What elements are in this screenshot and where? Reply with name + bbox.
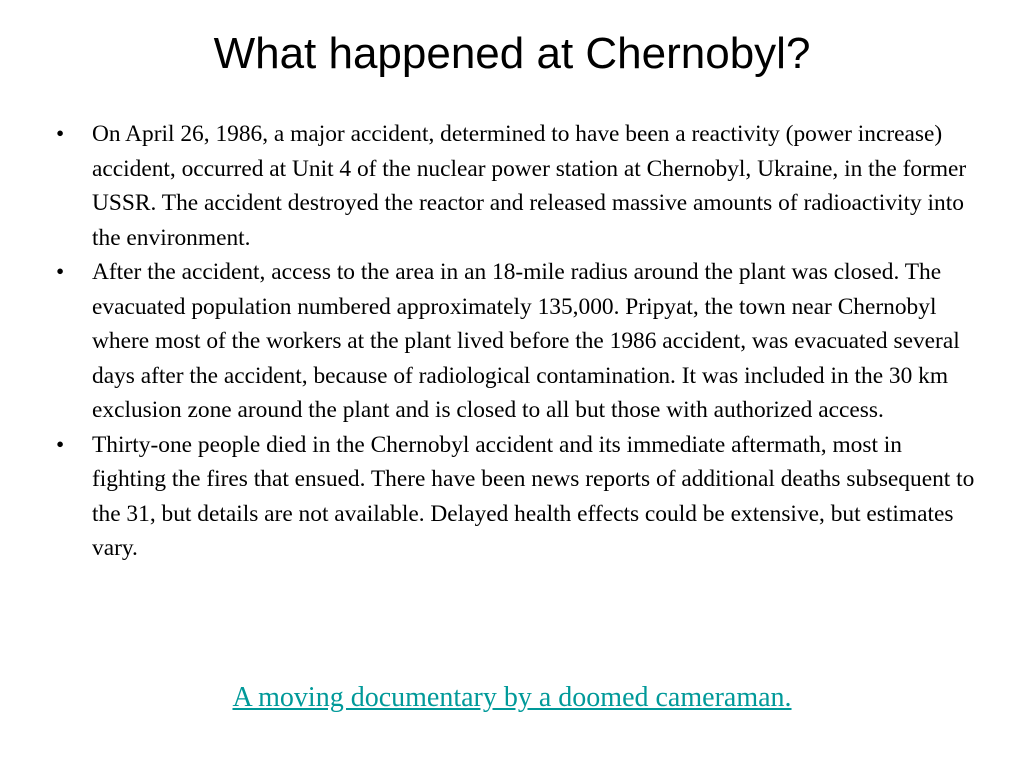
bullet-text: Thirty-one people died in the Chernobyl accident and its immediate aftermath, most in fighting the fires that ensued. There have been news reports of additional deaths subsequent to the 31, but details are not available. Delayed health effects could be extensive, but estimates vary. xyxy=(92,431,975,561)
bullet-dot: • xyxy=(56,431,65,458)
bullet-item xyxy=(56,117,981,255)
bullet-item xyxy=(56,428,981,566)
bullet-text: After the accident, access to the area in an 18-mile radius around the plant was closed. The evacuated population numbered approximately 135,000. Pripyat, the town near Chernobyl where most of the workers at the plant lived before the 1986 accident, was evacuated several days after the accident, because of radiological contamination. It was included in the 30 km exclusion zone around the plant and is closed to all but those with authorized access. xyxy=(92,259,960,423)
bullet-dot: • xyxy=(56,259,65,285)
bullet-text: On April 26, 1986, a major accident, determined to have been a reactivity (power increase) accident, occurred at Unit 4 of the nuclear power station at Chernobyl, Ukraine, in the former USSR. The accident destroyed the reactor and released massive amounts of radioactivity into the environment. xyxy=(92,121,967,251)
bullet-list xyxy=(56,117,981,566)
bullet-dot: • xyxy=(56,121,65,147)
slide-title: What happened at Chernobyl? xyxy=(213,29,811,78)
documentary-link[interactable]: A moving documentary by a doomed cameraman. xyxy=(232,682,792,713)
bullet-item xyxy=(56,255,981,428)
